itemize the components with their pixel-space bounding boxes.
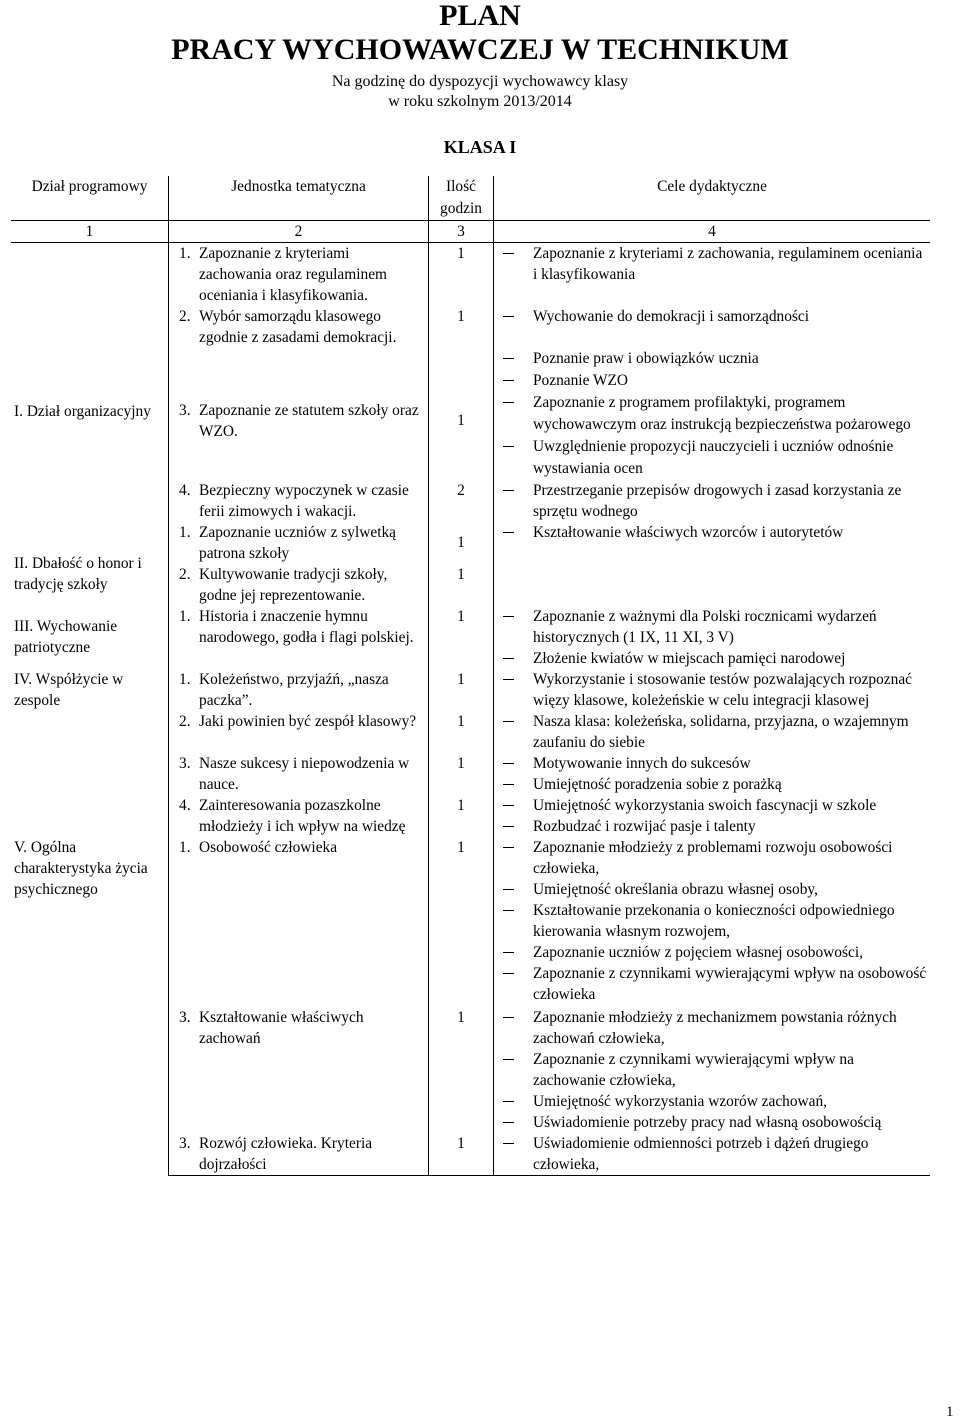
topic-text: Zainteresowania pozaszkolne młodzieży i ich wpływ na wiedzę	[199, 797, 406, 835]
topic-cell	[169, 348, 429, 480]
header-dzial: Dział programowy	[11, 176, 169, 221]
list-item: Zapoznanie uczniów z pojęciem własnej osobowości,	[497, 942, 927, 963]
hours-cell: 1	[429, 522, 494, 564]
table-row	[11, 243, 930, 307]
goals-cell	[494, 753, 931, 795]
list-item: Kształtowanie przekonania o konieczności odpowiedniego kierowania własnym rozwojem,	[497, 900, 927, 942]
topic-cell	[169, 753, 429, 795]
list-item: Zapoznanie z programem profilaktyki, programem wychowawczym oraz instrukcją bezpieczeństwa pożarowego	[497, 392, 927, 436]
header-cele: Cele dydaktyczne	[494, 176, 931, 221]
header-jednostka: Jednostka tematyczna	[169, 176, 429, 221]
goals-list	[497, 669, 927, 711]
list-item: Zapoznanie z czynnikami wywierającymi wpływ na zachowanie człowieka,	[497, 1049, 927, 1091]
document-title: PLAN	[439, 0, 521, 32]
goals-list	[497, 1007, 927, 1133]
topic-text: Koleżeństwo, przyjaźń, „nasza paczka”.	[199, 671, 389, 709]
topic-number: 3.	[179, 1135, 191, 1152]
topic-cell	[169, 306, 429, 348]
hours-cell: 1	[429, 1133, 494, 1176]
column-number: 1	[11, 221, 169, 243]
topic-number: 2.	[179, 308, 191, 325]
goals-list	[497, 795, 927, 837]
goals-list	[497, 480, 927, 522]
topic-cell	[169, 522, 429, 564]
hours-cell: 1	[429, 711, 494, 753]
list-item: Uświadomienie potrzeby pracy nad własną osobowością	[497, 1112, 927, 1133]
topic-cell	[169, 795, 429, 837]
goals-list	[497, 522, 927, 543]
goals-cell	[494, 306, 931, 348]
topic-text: Wybór samorządu klasowego zgodnie z zasadami demokracji.	[199, 308, 397, 346]
goals-cell	[494, 522, 931, 564]
hours-cell: 1	[429, 564, 494, 606]
column-number-row	[11, 221, 930, 243]
list-item: Umiejętność poradzenia sobie z porażką	[497, 774, 927, 795]
goals-cell	[494, 606, 931, 669]
topic-text: Osobowość człowieka	[199, 839, 338, 856]
list-item: Umiejętność określania obrazu własnej osoby,	[497, 879, 927, 900]
topic-text: Bezpieczny wypoczynek w czasie ferii zimowych i wakacji.	[199, 482, 409, 520]
subtitle-line-2: w roku szkolnym 2013/2014	[388, 93, 572, 110]
table-row	[11, 522, 930, 564]
topic-cell	[169, 564, 429, 606]
table-header-row	[11, 176, 930, 221]
hours-cell: 1	[429, 837, 494, 1005]
topic-text: Zapoznanie z kryteriami zachowania oraz regulaminem oceniania i klasyfikowania.	[199, 245, 388, 304]
column-number: 4	[494, 221, 931, 243]
section-cell	[11, 606, 169, 669]
topic-cell	[169, 243, 429, 307]
goals-list	[497, 348, 927, 480]
list-item: Uświadomienie odmienności potrzeb i dążeń drugiego człowieka,	[497, 1133, 927, 1175]
section-cell	[11, 837, 169, 1176]
goals-cell	[494, 795, 931, 837]
section-label: I. Dział organizacyjny	[14, 403, 151, 420]
topic-number: 4.	[179, 482, 191, 499]
list-item: Umiejętność wykorzystania wzorów zachowań,	[497, 1091, 927, 1112]
topic-text: Rozwój człowieka. Kryteria dojrzałości	[199, 1135, 373, 1173]
topic-cell	[169, 669, 429, 711]
topic-cell	[169, 711, 429, 753]
hours-cell: 1	[429, 606, 494, 669]
class-label: KLASA I	[443, 137, 517, 157]
goals-cell	[494, 480, 931, 522]
subtitle-line-1: Na godzinę do dyspozycji wychowawcy klasy	[331, 73, 629, 90]
list-item: Przestrzeganie przepisów drogowych i zasad korzystania ze sprzętu wodnego	[497, 480, 927, 522]
goals-cell	[494, 564, 931, 606]
topic-number: 1.	[179, 839, 191, 856]
goals-list	[497, 606, 927, 669]
list-item: Wychowanie do demokracji i samorządności	[497, 306, 927, 327]
hours-cell: 1	[429, 753, 494, 795]
list-item: Poznanie WZO	[497, 370, 927, 392]
list-item: Zapoznanie z kryteriami z zachowania, regulaminem oceniania i klasyfikowania	[497, 243, 927, 285]
topic-text: Nasze sukcesy i niepowodzenia w nauce.	[199, 755, 410, 793]
hours-cell: 1	[429, 243, 494, 307]
topic-number: 3.	[179, 755, 191, 772]
goals-cell	[494, 837, 931, 1005]
list-item: Zapoznanie młodzieży z problemami rozwoju osobowości człowieka,	[497, 837, 927, 879]
list-item: Zapoznanie z czynnikami wywierającymi wpływ na osobowość człowieka	[497, 963, 927, 1005]
header-ilosc: Ilość godzin	[429, 176, 494, 221]
goals-list	[497, 243, 927, 285]
topic-cell	[169, 606, 429, 669]
topic-number: 1.	[179, 671, 191, 688]
hours-cell: 2	[429, 480, 494, 522]
document-subtitle: PRACY WYCHOWAWCZEJ W TECHNIKUM	[171, 33, 789, 66]
hours-cell: 1	[429, 306, 494, 348]
table-row	[11, 837, 930, 1005]
goals-cell	[494, 669, 931, 711]
topic-number: 4.	[179, 797, 191, 814]
hours-cell: 1	[429, 1005, 494, 1133]
list-item: Złożenie kwiatów w miejscach pamięci narodowej	[497, 648, 927, 669]
list-item: Kształtowanie właściwych wzorców i autorytetów	[497, 522, 927, 543]
table-row	[11, 606, 930, 669]
list-item: Uwzględnienie propozycji nauczycieli i uczniów odnośnie wystawiania ocen	[497, 436, 927, 480]
topic-text: Zapoznanie ze statutem szkoły oraz WZO.	[199, 402, 419, 440]
section-label: IV. Współżycie w zespole	[14, 671, 124, 709]
topic-cell	[169, 837, 429, 1005]
section-cell	[11, 522, 169, 606]
list-item: Motywowanie innych do sukcesów	[497, 753, 927, 774]
goals-list	[497, 837, 927, 1005]
goals-list	[497, 306, 927, 327]
topic-number: 2.	[179, 566, 191, 583]
plan-table	[11, 176, 930, 1176]
goals-cell	[494, 1005, 931, 1133]
list-item: Zapoznanie młodzieży z mechanizmem powstania różnych zachowań człowieka,	[497, 1007, 927, 1049]
column-number: 3	[429, 221, 494, 243]
list-item: Rozbudzać i rozwijać pasje i talenty	[497, 816, 927, 837]
goals-cell	[494, 711, 931, 753]
column-number: 2	[169, 221, 429, 243]
page-number: 1	[946, 1404, 954, 1420]
topic-cell	[169, 480, 429, 522]
hours-cell: 1	[429, 795, 494, 837]
section-cell	[11, 243, 169, 523]
list-item: Wykorzystanie i stosowanie testów pozwalających rozpoznać więzy klasowe, koleżeńskie w celu integracji klasowej	[497, 669, 927, 711]
goals-cell	[494, 243, 931, 307]
topic-text: Kształtowanie właściwych zachowań	[199, 1009, 364, 1047]
topic-text: Jaki powinien być zespół klasowy?	[199, 713, 417, 730]
list-item: Nasza klasa: koleżeńska, solidarna, przyjazna, o wzajemnym zaufaniu do siebie	[497, 711, 927, 753]
goals-list	[497, 753, 927, 795]
list-item: Zapoznanie z ważnymi dla Polski rocznicami wydarzeń historycznych (1 IX, 11 XI, 3 V)	[497, 606, 927, 648]
topic-cell	[169, 1005, 429, 1133]
table-row	[11, 669, 930, 711]
list-item: Poznanie praw i obowiązków ucznia	[497, 348, 927, 370]
list-item: Umiejętność wykorzystania swoich fascynacji w szkole	[497, 795, 927, 816]
hours-cell: 1	[429, 669, 494, 711]
goals-cell	[494, 348, 931, 480]
topic-cell	[169, 1133, 429, 1176]
topic-number: 1.	[179, 524, 191, 541]
topic-number: 2.	[179, 713, 191, 730]
goals-list	[497, 711, 927, 753]
topic-text: Zapoznanie uczniów z sylwetką patrona szkoły	[199, 524, 397, 562]
goals-list	[497, 1133, 927, 1175]
topic-number: 3.	[179, 402, 191, 419]
section-label: V. Ogólna charakterystyka życia psychicznego	[14, 839, 148, 898]
topic-number: 3.	[179, 1009, 191, 1026]
topic-number: 1.	[179, 245, 191, 262]
topic-text: Historia i znaczenie hymnu narodowego, godła i flagi polskiej.	[199, 608, 414, 646]
hours-cell: 1	[429, 348, 494, 480]
topic-text: Kultywowanie tradycji szkoły, godne jej reprezentowanie.	[199, 566, 388, 604]
section-cell	[11, 669, 169, 837]
section-label: II. Dbałość o honor i tradycję szkoły	[14, 555, 142, 593]
section-label: III. Wychowanie patriotyczne	[14, 618, 118, 656]
goals-cell	[494, 1133, 931, 1176]
topic-number: 1.	[179, 608, 191, 625]
